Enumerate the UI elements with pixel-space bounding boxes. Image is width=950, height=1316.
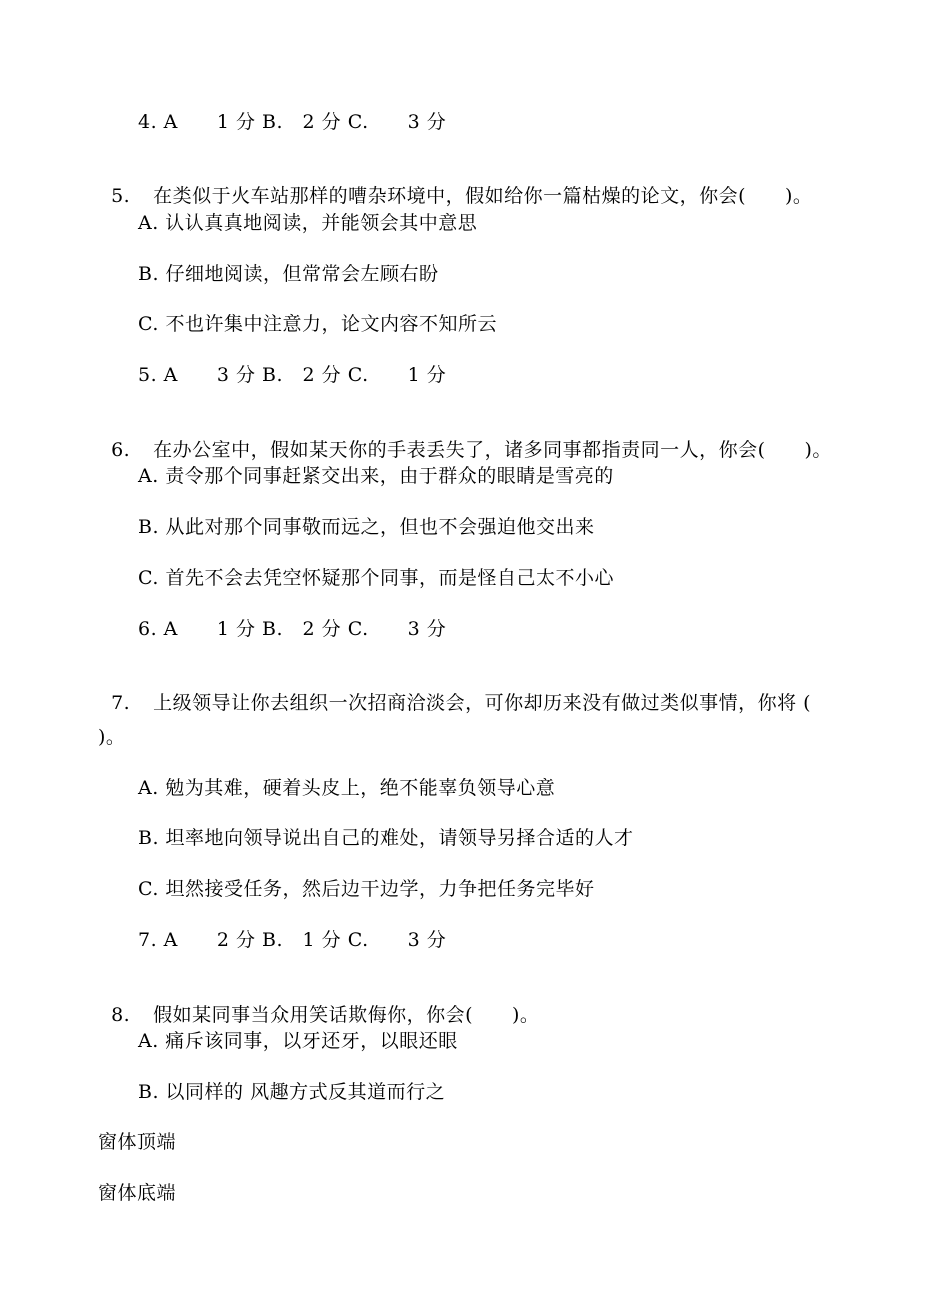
option-b: B. 仔细地阅读，但常常会左顾右盼 bbox=[138, 263, 439, 285]
score-line-7: 7. A 2 分 B. 1 分 C. 3 分 bbox=[138, 929, 447, 951]
form-top-label: 窗体顶端 bbox=[98, 1131, 177, 1153]
question-number: 5. bbox=[111, 185, 131, 207]
score-line-6: 6. A 1 分 B. 2 分 C. 3 分 bbox=[138, 618, 447, 640]
option-b: B. 从此对那个同事敬而远之，但也不会强迫他交出来 bbox=[138, 516, 595, 538]
option-a: A. 勉为其难，硬着头皮上，绝不能辜负领导心意 bbox=[138, 777, 556, 799]
question-text: 上级领导让你去组织一次招商洽淡会，可你却历来没有做过类似事情，你将 ( bbox=[153, 692, 812, 714]
option-a: A. 痛斥该同事，以牙还牙，以眼还眼 bbox=[138, 1030, 458, 1052]
option-a: A. 认认真真地阅读，并能领会其中意思 bbox=[138, 212, 478, 234]
question-5 bbox=[98, 160, 812, 208]
question-text: 在办公室中，假如某天你的手表丢失了，诸多同事都指责同一人，你会( )。 bbox=[153, 439, 832, 461]
option-b: B. 坦率地向领导说出自己的难处，请领导另择合适的人才 bbox=[138, 827, 634, 849]
question-number: 6. bbox=[111, 439, 131, 461]
option-c: C. 首先不会去凭空怀疑那个同事，而是怪自己太不小心 bbox=[138, 567, 614, 589]
score-line-5: 5. A 3 分 B. 2 分 C. 1 分 bbox=[138, 364, 447, 386]
score-line-4: 4. A 1 分 B. 2 分 C. 3 分 bbox=[138, 111, 447, 133]
question-text: 假如某同事当众用笑话欺侮你，你会( )。 bbox=[153, 1004, 540, 1026]
question-text: 在类似于火车站那样的嘈杂环境中，假如给你一篇枯燥的论文，你会( )。 bbox=[153, 185, 813, 207]
form-bottom-label: 窗体底端 bbox=[98, 1182, 177, 1204]
question-7 bbox=[98, 667, 811, 715]
option-c: C. 不也许集中注意力，论文内容不知所云 bbox=[138, 313, 497, 335]
question-number: 8. bbox=[111, 1004, 131, 1026]
question-8 bbox=[98, 979, 539, 1027]
question-6 bbox=[98, 414, 832, 462]
question-7-continuation: )。 bbox=[98, 726, 126, 748]
question-number: 7. bbox=[111, 692, 131, 714]
option-b: B. 以同样的 风趣方式反其道而行之 bbox=[138, 1081, 446, 1103]
option-a: A. 责令那个同事赶紧交出来，由于群众的眼睛是雪亮的 bbox=[138, 465, 614, 487]
option-c: C. 坦然接受任务，然后边干边学，力争把任务完毕好 bbox=[138, 878, 595, 900]
